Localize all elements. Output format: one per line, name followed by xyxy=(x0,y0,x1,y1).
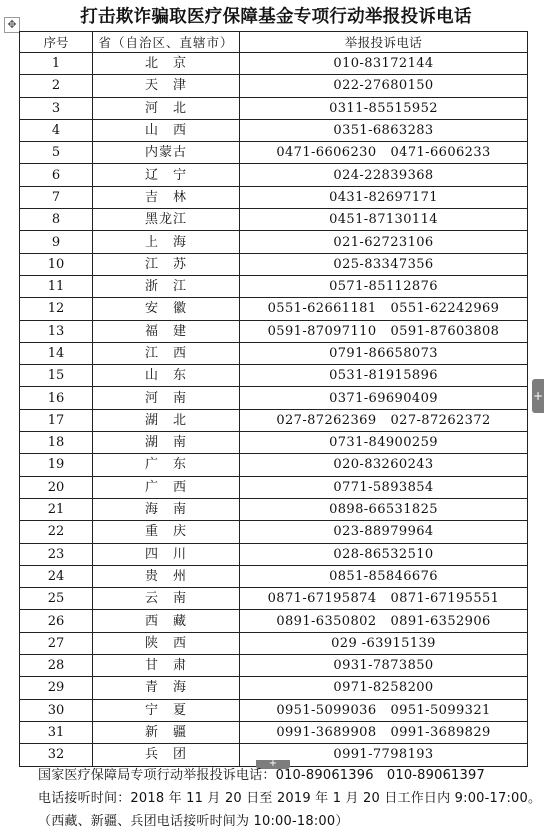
table-body xyxy=(20,53,528,767)
row-phones xyxy=(240,588,528,610)
phone-number: 0871-67195551 xyxy=(390,591,500,607)
table-row xyxy=(20,677,528,699)
row-phones xyxy=(240,476,528,498)
table-row xyxy=(20,565,528,587)
row-phones xyxy=(240,53,528,75)
table-row xyxy=(20,209,528,231)
row-serial: 24 xyxy=(20,565,93,587)
row-serial: 7 xyxy=(20,186,93,208)
header-serial: 序号 xyxy=(20,32,93,53)
row-province: 江 西 xyxy=(93,342,240,364)
table-row xyxy=(20,342,528,364)
row-phones xyxy=(240,298,528,320)
row-serial: 9 xyxy=(20,231,93,253)
table-row xyxy=(20,119,528,141)
row-phones xyxy=(240,521,528,543)
row-serial: 23 xyxy=(20,543,93,565)
phone-number: 0931-7873850 xyxy=(333,658,434,674)
row-phones xyxy=(240,275,528,297)
table-row xyxy=(20,476,528,498)
phone-number: 0591-87097110 xyxy=(267,323,377,339)
table-row xyxy=(20,588,528,610)
row-phones xyxy=(240,565,528,587)
phone-number: 025-83347356 xyxy=(333,256,434,272)
row-phones xyxy=(240,543,528,565)
row-phones xyxy=(240,365,528,387)
phone-number: 0591-87603808 xyxy=(390,323,500,339)
table-row xyxy=(20,320,528,342)
table-header-row xyxy=(20,32,528,53)
row-province: 黑龙江 xyxy=(93,209,240,231)
row-serial: 29 xyxy=(20,677,93,699)
table-row xyxy=(20,164,528,186)
phone-number: 0951-5099321 xyxy=(390,702,491,718)
table-row xyxy=(20,231,528,253)
phone-number: 0898-66531825 xyxy=(329,502,438,518)
phone-number: 0851-85846676 xyxy=(329,568,438,584)
row-phones xyxy=(240,97,528,119)
phone-number: 0471-6606233 xyxy=(390,145,491,161)
row-serial: 16 xyxy=(20,387,93,409)
row-serial: 12 xyxy=(20,298,93,320)
row-province: 天 津 xyxy=(93,75,240,97)
phone-number: 0371-69690409 xyxy=(329,390,438,406)
row-province: 新 疆 xyxy=(93,721,240,743)
row-province: 宁 夏 xyxy=(93,699,240,721)
row-phones xyxy=(240,164,528,186)
phone-number: 010-83172144 xyxy=(333,56,434,72)
row-province: 青 海 xyxy=(93,677,240,699)
table-row xyxy=(20,610,528,632)
add-column-tab-icon[interactable]: + xyxy=(532,379,544,413)
row-province: 安 徽 xyxy=(93,298,240,320)
row-phones xyxy=(240,699,528,721)
row-phones xyxy=(240,721,528,743)
row-phones xyxy=(240,498,528,520)
row-province: 兵 团 xyxy=(93,744,240,766)
header-phone: 举报投诉电话 xyxy=(240,32,528,53)
table-row xyxy=(20,454,528,476)
phone-number: 029 -63915139 xyxy=(331,635,436,651)
page-title: 打击欺诈骗取医疗保障基金专项行动举报投诉电话 xyxy=(80,7,472,27)
row-phones xyxy=(240,632,528,654)
phone-number: 0531-81915896 xyxy=(329,368,438,384)
row-province: 河 北 xyxy=(93,97,240,119)
row-serial: 32 xyxy=(20,744,93,766)
phone-number: 024-22839368 xyxy=(333,167,434,183)
row-phones xyxy=(240,610,528,632)
phone-number: 0571-85112876 xyxy=(329,279,438,295)
phone-number: 027-87262369 xyxy=(276,412,377,428)
phone-number: 020-83260243 xyxy=(333,457,434,473)
row-province: 上 海 xyxy=(93,231,240,253)
table-row xyxy=(20,97,528,119)
row-serial: 5 xyxy=(20,142,93,164)
row-phones xyxy=(240,186,528,208)
row-phones xyxy=(240,119,528,141)
phone-number: 0451-87130114 xyxy=(329,212,438,228)
row-phones xyxy=(240,432,528,454)
header-province: 省（自治区、直辖市） xyxy=(93,32,240,53)
row-province: 云 南 xyxy=(93,588,240,610)
phone-number: 022-27680150 xyxy=(333,78,434,94)
phone-number: 023-88979964 xyxy=(333,524,434,540)
phone-number: 0791-86658073 xyxy=(329,346,438,361)
phone-number: 0431-82697171 xyxy=(329,189,438,205)
row-phones xyxy=(240,253,528,275)
row-phones xyxy=(240,231,528,253)
row-province: 辽 宁 xyxy=(93,164,240,186)
phone-number: 028-86532510 xyxy=(333,546,434,562)
row-serial: 4 xyxy=(20,119,93,141)
table-row xyxy=(20,699,528,721)
table-row xyxy=(20,253,528,275)
row-phones xyxy=(240,342,528,364)
row-serial: 17 xyxy=(20,409,93,431)
row-province: 江 苏 xyxy=(93,253,240,275)
row-serial: 14 xyxy=(20,342,93,364)
table-row xyxy=(20,365,528,387)
row-serial: 30 xyxy=(20,699,93,721)
row-province: 福 建 xyxy=(93,320,240,342)
phone-number: 027-87262372 xyxy=(390,412,491,428)
table-row xyxy=(20,498,528,520)
row-province: 广 西 xyxy=(93,476,240,498)
phone-number: 0871-67195874 xyxy=(267,591,377,607)
row-phones xyxy=(240,677,528,699)
phone-number: 0971-8258200 xyxy=(333,680,434,696)
table-row xyxy=(20,632,528,654)
row-serial: 10 xyxy=(20,253,93,275)
row-province: 吉 林 xyxy=(93,186,240,208)
row-serial: 20 xyxy=(20,476,93,498)
row-serial: 28 xyxy=(20,655,93,677)
row-phones xyxy=(240,387,528,409)
row-province: 湖 南 xyxy=(93,432,240,454)
row-serial: 2 xyxy=(20,75,93,97)
phone-number: 0731-84900259 xyxy=(329,435,438,451)
hours-note: 电话接听时间：2018 年 11 月 20 日至 2019 年 1 月 20 日工作日内 9:00-17:00。 xyxy=(38,791,542,806)
phone-number: 021-62723106 xyxy=(333,234,434,250)
table-row xyxy=(20,521,528,543)
phone-number: 0771-5893854 xyxy=(333,479,434,495)
row-serial: 25 xyxy=(20,588,93,610)
row-province: 广 东 xyxy=(93,454,240,476)
row-serial: 26 xyxy=(20,610,93,632)
table-row xyxy=(20,387,528,409)
phone-number: 0311-85515952 xyxy=(329,100,438,116)
row-phones xyxy=(240,655,528,677)
phone-number: 0991-3689908 xyxy=(276,725,377,741)
row-province: 甘 肃 xyxy=(93,655,240,677)
add-row-tab-icon[interactable]: + xyxy=(256,760,290,769)
row-serial: 31 xyxy=(20,721,93,743)
phone-number: 0351-6863283 xyxy=(333,123,434,139)
phone-number: 0891-6352906 xyxy=(390,613,491,629)
row-province: 四 川 xyxy=(93,543,240,565)
table-row xyxy=(20,721,528,743)
table-move-handle-icon[interactable]: ✥ xyxy=(4,17,20,33)
row-province: 陕 西 xyxy=(93,632,240,654)
row-phones xyxy=(240,75,528,97)
phone-number: 0991-7798193 xyxy=(333,747,434,763)
row-serial: 3 xyxy=(20,97,93,119)
row-province: 贵 州 xyxy=(93,565,240,587)
table-row xyxy=(20,186,528,208)
row-serial: 27 xyxy=(20,632,93,654)
row-phones xyxy=(240,209,528,231)
row-province: 湖 北 xyxy=(93,409,240,431)
phone-number: 0471-6606230 xyxy=(276,145,377,161)
table-row xyxy=(20,75,528,97)
row-serial: 22 xyxy=(20,521,93,543)
regional-hours-note: （西藏、新疆、兵团电话接听时间为 10:00-18:00） xyxy=(38,814,349,829)
row-province: 浙 江 xyxy=(93,275,240,297)
row-province: 内蒙古 xyxy=(93,142,240,164)
row-province: 山 西 xyxy=(93,119,240,141)
row-serial: 6 xyxy=(20,164,93,186)
table-row xyxy=(20,655,528,677)
row-province: 河 南 xyxy=(93,387,240,409)
table-row xyxy=(20,543,528,565)
row-phones xyxy=(240,454,528,476)
phone-number: 0551-62661181 xyxy=(267,301,377,317)
table-row xyxy=(20,432,528,454)
row-serial: 13 xyxy=(20,320,93,342)
row-province: 北 京 xyxy=(93,53,240,75)
hotline-table xyxy=(19,31,528,767)
row-phones xyxy=(240,320,528,342)
phone-number: 0991-3689829 xyxy=(390,725,491,741)
national-hotline-note: 国家医疗保障局专项行动举报投诉电话：010-89061396 010-89061397 xyxy=(38,768,485,783)
row-province: 海 南 xyxy=(93,498,240,520)
row-province: 山 东 xyxy=(93,365,240,387)
phone-number: 0551-62242969 xyxy=(390,301,500,317)
table-row xyxy=(20,53,528,75)
phone-number: 0951-5099036 xyxy=(276,702,377,718)
row-serial: 8 xyxy=(20,209,93,231)
table-row xyxy=(20,409,528,431)
row-phones xyxy=(240,409,528,431)
row-serial: 15 xyxy=(20,365,93,387)
row-province: 重 庆 xyxy=(93,521,240,543)
row-phones xyxy=(240,142,528,164)
row-serial: 19 xyxy=(20,454,93,476)
row-serial: 18 xyxy=(20,432,93,454)
table-row xyxy=(20,142,528,164)
row-serial: 21 xyxy=(20,498,93,520)
row-province: 西 藏 xyxy=(93,610,240,632)
phone-number: 0891-6350802 xyxy=(276,613,377,629)
row-serial: 11 xyxy=(20,275,93,297)
table-row xyxy=(20,275,528,297)
row-serial: 1 xyxy=(20,53,93,75)
table-row xyxy=(20,298,528,320)
